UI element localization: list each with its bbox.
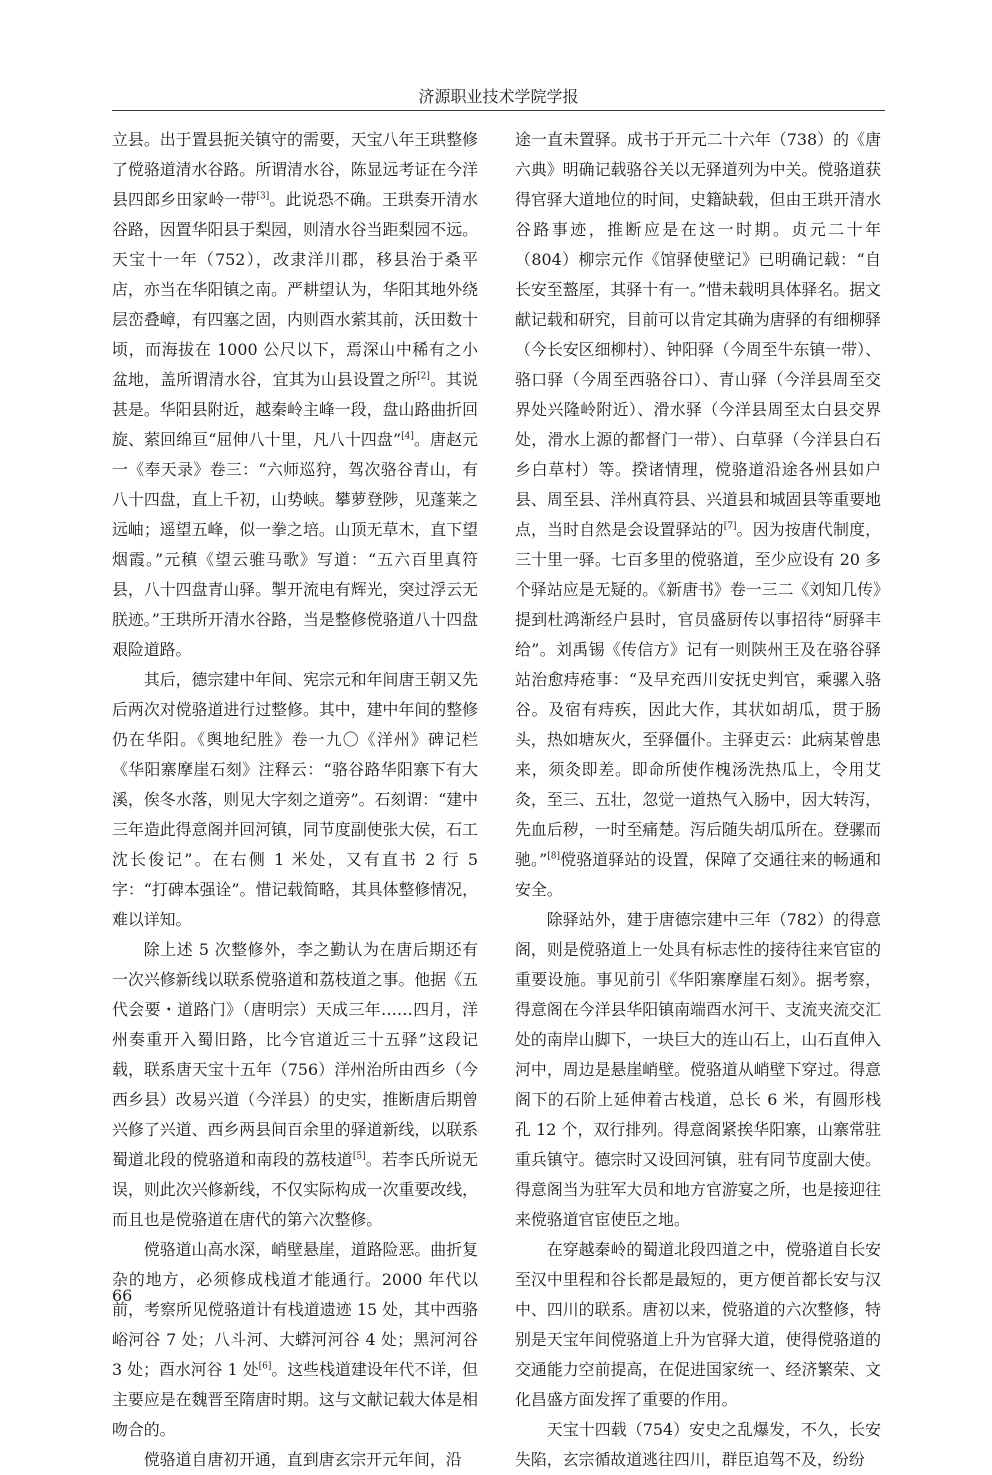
citation-ref: [3]	[256, 191, 270, 202]
paragraph	[515, 1415, 881, 1475]
text-run: 傥骆道驿站的设置，保障了交通往来的畅通和安全。	[515, 850, 881, 899]
paragraph	[515, 1235, 881, 1415]
header-rule	[112, 110, 885, 111]
text-run: 在穿越秦岭的蜀道北段四道之中，傥骆道自长安至汉中里程和谷长都是最短的，更方便首都长安与汉中、四川的联系。唐初以来，傥骆道的六次整修，特别是天宝年间傥骆道上升为官驿大道，使得傥骆道的交通能力空前提高，在促进国家统一、经济繁荣、文化昌盛方面发挥了重要的作用。	[515, 1240, 881, 1409]
paragraph	[112, 1445, 478, 1475]
text-run: 。唐赵元一《奉天录》卷三：“六师巡狩，驾次骆谷青山，有八十四盘，直上千初，山势峡。攀萝登陟，见蓬莱之远岫；遥望五峰，似一拳之培。山顶无草木，直下望烟霞。”元稹《望云骓马歌》写道：“五六百里真符县，八十四盘青山驿。掣开流电有辉光，突过浮云无朕迹。”王珙所开清水谷路，当是整修傥骆道八十四盘艰险道路。	[112, 430, 479, 659]
text-run: 傥骆道山高水深，峭壁悬崖，道路险恶。曲折复杂的地方，必须修成栈道才能通行。2000 年代以前，考察所见傥骆道计有栈道遗迹 15 处，其中西骆峪河谷 7 处；八斗河、大蟒河河谷 4 处；黑河河谷 3 处；酉水河谷 1 处	[112, 1240, 478, 1379]
text-run: 除上述 5 次整修外，李之勤认为在唐后期还有一次兴修新线以联系傥骆道和荔枝道之事。他据《五代会要・道路门》（唐明宗）天成三年……四月，洋州奏重开入蜀旧路，比今官道近三十五驿”这段记载，联系唐天宝十五年（756）洋州治所由西乡（今西乡县）改易兴道（今洋县）的史实，推断唐后期曾兴修了兴道、西乡两县间百余里的驿道新线，以联系蜀道北段的傥骆道和南段的荔枝道	[112, 940, 478, 1169]
citation-ref: [8]	[547, 851, 561, 862]
paragraph	[515, 905, 881, 1235]
text-run: 傥骆道自唐初开通，直到唐玄宗开元年间，沿	[143, 1450, 462, 1469]
journal-header: 济源职业技术学院学报	[418, 87, 579, 106]
paragraph	[112, 125, 478, 665]
text-run: 立县。出于置县扼关镇守的需要，天宝八年王珙整修了傥骆道清水谷路。所谓清水谷，陈显远考证在今洋县四郎乡田家岭一带	[112, 130, 478, 209]
paragraph	[515, 125, 881, 905]
citation-ref: [4]	[401, 431, 414, 442]
text-run: 。若李氏所说无误，则此次兴修新线，不仅实际构成一次重要改线，而且也是傥骆道在唐代的第六次整修。	[112, 1150, 479, 1229]
citation-ref: [7]	[723, 521, 737, 532]
text-run: 。其说甚是。华阳县附近，越秦岭主峰一段，盘山路曲折回旋、萦回绵亘“屈伸八十里，凡八十四盘”	[112, 370, 479, 449]
citation-ref: [2]	[417, 371, 430, 382]
paragraph	[112, 935, 478, 1235]
citation-ref: [6]	[258, 1361, 272, 1372]
text-run: 。因为按唐代制度，三十里一驿。七百多里的傥骆道，至少应设有 20 多个驿站应是无疑的。《新唐书》卷一三二《刘知几传》提到杜鸿渐经户县时，官员盛厨传以事招待“厨驿丰给”。刘禹锡《传信方》记有一则陕州王及在骆谷驿站治愈痔疮事：“及早充西川安抚史判官，乘骡入骆谷。及宿有痔疾，因此大作，其状如胡瓜，贯于肠头，热如塘灰火，至驿僵仆。主驿吏云：此病某曾患来，须灸即差。即命所使作槐汤洗热瓜上，令用艾灸，至三、五壮，忽觉一道热气入肠中，因大转泻，先血后秽，一时至痛楚。泻后随失胡瓜所在。登骡而驰。”	[515, 520, 882, 869]
text-run: 除驿站外，建于唐德宗建中三年（782）的得意阁，则是傥骆道上一处具有标志性的接待往来官宦的重要设施。事见前引《华阳寨摩崖石刻》。据考察，得意阁在今洋县华阳镇南端酉水河干、支流夹流交汇处的南岸山脚下，一块巨大的连山石上，山石直伸入河中，周边是悬崖峭壁。傥骆道从峭壁下穿过。得意阁下的石阶上延伸着古栈道，总长 6 米，有圆形栈孔 12 个，双行排列。得意阁紧挨华阳寨，山寨常驻重兵镇守。德宗时又设回河镇，驻有同节度副大使。得意阁当为驻军大员和地方官游宴之所，也是接迎往来傥骆道官宦使臣之地。	[515, 910, 881, 1229]
paragraph	[112, 665, 478, 935]
right-column	[515, 125, 882, 1469]
text-run: 其后，德宗建中年间、宪宗元和年间唐王朝又先后两次对傥骆道进行过整修。其中，建中年间的整修仍在华阳。《舆地纪胜》卷一九〇《洋州》碑记栏《华阳寨摩崖石刻》注释云：“骆谷路华阳寨下有大溪，俟冬水落，则见大字刻之道旁”。石刻谓：“建中三年造此得意阁并回河镇，同节度副使张大侯，石工沈长俊记”。在右侧 1 米处，又有直书 2 行 5 字：“打碑本强诠”。惜记载简略，其具体整修情况，难以详知。	[112, 670, 478, 929]
text-run: 。这些栈道建设年代不详，但主要应是在魏晋至隋唐时期。这与文献记载大体是相吻合的。	[112, 1360, 479, 1439]
text-run: 。此说恐不确。王珙奏开清水谷路，因置华阳县于梨园，则清水谷当距梨园不远。天宝十一年（752），改隶洋川郡，移县治于桑平店，亦当在华阳镇之南。严耕望认为，华阳其地外绕层峦叠嶂，有四塞之固，内则酉水萦其前，沃田数十顷，而海拔在 1000 公尺以下，焉深山中稀有之小盆地，盖所谓清水谷，宜其为山县设置之所	[112, 190, 479, 389]
text-run: 天宝十四载（754）安史之乱爆发，不久，长安失陷，玄宗循故道逃往四川，群臣追驾不及，纷纷	[515, 1420, 881, 1469]
citation-ref: [5]	[352, 1151, 366, 1162]
text-run: 途一直未置驿。成书于开元二十六年（738）的《唐六典》明确记载骆谷关以无驿道列为中关。傥骆道获得官驿大道地位的时间，史籍缺载，但由王珙开清水谷路事迹，推断应是在这一时期。贞元二十年（804）柳宗元作《馆驿使壁记》已明确记载：“自长安至盩厔，其驿十有一。”惜未载明具体驿名。据文献记载和研究，目前可以肯定其确为唐驿的有细柳驿（今长安区细柳村）、钟阳驿（今周至牛东镇一带）、骆口驿（今周至西骆谷口）、青山驿（今洋县周至交界处兴隆岭附近）、滑水驿（今洋县周至太白县交界处，滑水上源的都督门一带）、白草驿（今洋县白石乡白草村）等。揆诸情理，傥骆道沿途各州县如户县、周至县、洋州真符县、兴道县和城固县等重要地点，当时自然是会设置驿站的	[515, 130, 881, 539]
paragraph	[112, 1235, 478, 1445]
page-number: 66	[112, 1286, 133, 1305]
